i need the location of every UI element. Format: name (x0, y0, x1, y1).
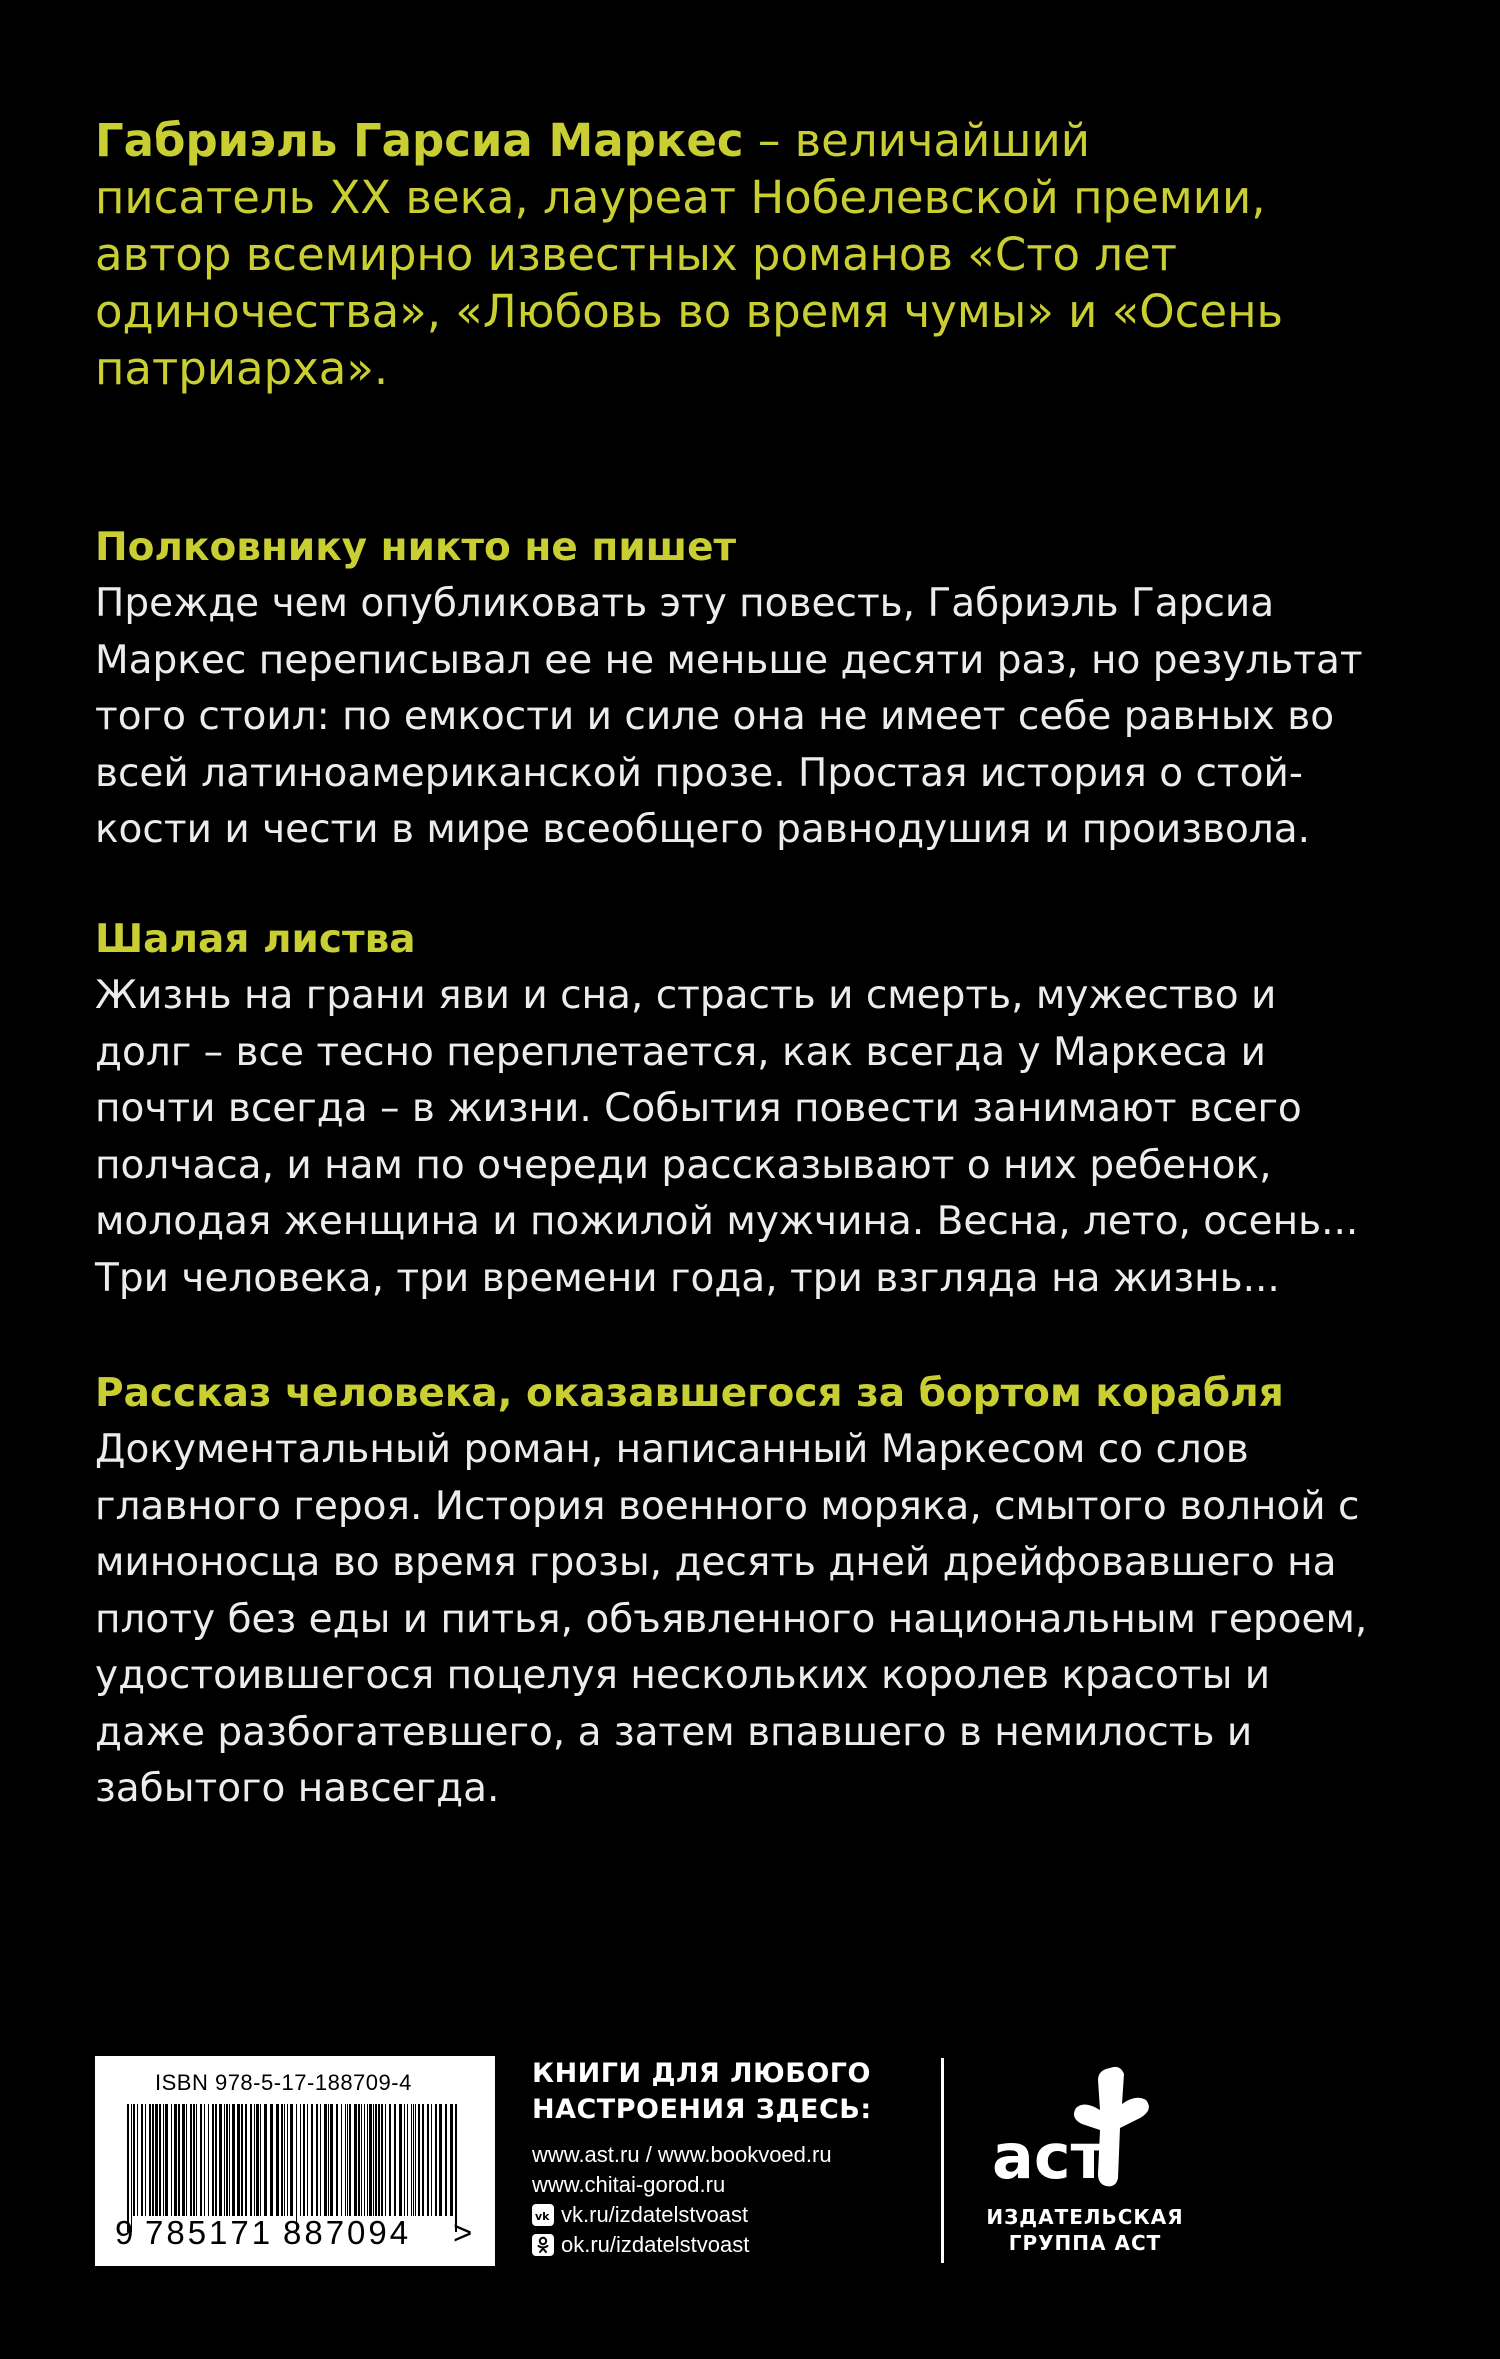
barcode-bar (276, 2104, 279, 2216)
barcode-bar (415, 2104, 416, 2216)
barcode-panel (95, 2056, 495, 2266)
author-description: – величайший писатель XX века, лауреат Нобелевской премии, автор всемирно известных романов «Сто лет одиночества», «Любовь во время чумы» и «Осень патриарха». (95, 114, 1284, 395)
barcode-bar (226, 2104, 228, 2216)
barcode-quiet-zone-mark: > (453, 2214, 476, 2251)
barcode-bar (290, 2104, 293, 2216)
barcode-bar (137, 2104, 138, 2216)
section-leaf-storm (95, 912, 1435, 1307)
barcode-bar (193, 2104, 195, 2216)
barcode-bar (411, 2104, 412, 2216)
barcode-bar (174, 2104, 177, 2216)
ok-icon (532, 2234, 554, 2256)
barcode-bar (254, 2104, 255, 2216)
svg-text:vk: vk (535, 2210, 550, 2221)
barcode-bar (182, 2104, 185, 2216)
barcode-bar (141, 2104, 143, 2216)
barcode-bar (250, 2104, 252, 2216)
barcode-bar (450, 2104, 453, 2216)
barcode-bar (145, 2104, 146, 2216)
barcode-bar (165, 2104, 168, 2216)
barcode-bar (311, 2104, 313, 2216)
barcode-bar (245, 2104, 247, 2216)
barcode-bar (399, 2104, 402, 2216)
publisher-heading: КНИГИ ДЛЯ ЛЮБОГО НАСТРОЕНИЯ ЗДЕСЬ: (532, 2058, 872, 2125)
ok-link[interactable] (532, 2230, 872, 2260)
barcode-digits-right: 887094 (283, 2214, 412, 2251)
barcode-bar (232, 2104, 235, 2216)
barcode-bar (178, 2104, 180, 2216)
author-name: Габриэль Гарсиа Маркес (95, 114, 744, 167)
vertical-divider (941, 2058, 944, 2263)
publisher-info (532, 2056, 872, 2260)
barcode-bar (349, 2104, 351, 2216)
barcode-bar (341, 2104, 342, 2216)
barcode-bar (364, 2104, 365, 2216)
barcode-bar (418, 2104, 420, 2216)
barcode-bar (256, 2104, 259, 2216)
barcode-bar (155, 2104, 158, 2216)
barcode-bar (435, 2104, 437, 2216)
barcode-bar (127, 2104, 129, 2232)
barcode-bar (345, 2104, 346, 2216)
barcode-bar (131, 2104, 132, 2232)
barcode-bar (354, 2104, 357, 2216)
barcode-bar (328, 2104, 329, 2216)
barcode-bar (159, 2104, 161, 2216)
barcode-bar (212, 2104, 214, 2216)
barcode-bar (270, 2104, 273, 2216)
section-shipwrecked-sailor (95, 1366, 1435, 1818)
barcode-bar (330, 2104, 333, 2216)
barcode-bar (229, 2104, 230, 2216)
barcode-bar (413, 2104, 414, 2216)
barcode-bar (241, 2104, 243, 2216)
barcode-bar (224, 2104, 225, 2216)
section-colonel (95, 520, 1435, 859)
logo-caption: ИЗДАТЕЛЬСКАЯ ГРУППА АСТ (986, 2205, 1184, 2255)
ok-link-text: ok.ru/izdatelstvoast (561, 2232, 750, 2257)
barcode-bar (171, 2104, 172, 2216)
barcode-bar (200, 2104, 202, 2216)
website-links[interactable]: www.ast.ru / www.bookvoed.ru (532, 2142, 832, 2167)
barcode-bar (422, 2104, 424, 2216)
barcode-bar (296, 2104, 297, 2232)
barcode-bar (385, 2104, 386, 2216)
barcode-bar (284, 2104, 285, 2216)
barcode-bar (389, 2104, 391, 2216)
barcode-bar (375, 2104, 377, 2216)
barcode-bar (303, 2104, 305, 2216)
section-body: Жизнь на грани яви и сна, страсть и смерть, мужество и долг – все тесно переплетается, как всегда у Маркеса и почти всегда – в жизни. События повести занимают всего полчаса, и нам по очереди рассказывают о них ребенок, молодая женщина и пожилой мужчина. Весна, лето, осень... Три человека, три времени года, три взгляда на жизнь... (95, 973, 1359, 1301)
barcode-bar (190, 2104, 192, 2216)
barcode-bar (163, 2104, 164, 2216)
barcode-bar (204, 2104, 205, 2216)
barcode-bar (307, 2104, 308, 2216)
barcode-bar (186, 2104, 187, 2216)
barcode-bar (152, 2104, 154, 2216)
isbn-label: ISBN 978-5-17-188709-4 (155, 2070, 412, 2095)
ast-logo-icon (990, 2060, 1180, 2200)
barcode-bar (455, 2104, 457, 2232)
barcode-bar (367, 2104, 368, 2216)
barcode-bar (215, 2104, 217, 2216)
barcode-bar (373, 2104, 374, 2216)
barcode-bar (347, 2104, 348, 2216)
barcode-bar (149, 2104, 151, 2216)
barcode-bar (439, 2104, 442, 2216)
barcode-bar (394, 2104, 396, 2216)
vk-link[interactable] (532, 2200, 872, 2230)
barcode-bar (445, 2104, 447, 2216)
section-title: Шалая листва (95, 917, 416, 962)
barcode-bar (237, 2104, 240, 2216)
barcode-bar (281, 2104, 283, 2216)
barcode-bar (381, 2104, 383, 2216)
section-title: Рассказ человека, оказавшегося за бортом корабля (95, 1371, 1284, 1416)
logo-wordmark: аст (992, 2120, 1107, 2193)
barcode-digits-left: 785171 (145, 2214, 274, 2251)
barcode-bar (336, 2104, 338, 2216)
barcode-bar (196, 2104, 197, 2216)
section-title: Полковнику никто не пишет (95, 525, 737, 570)
barcode-bar (427, 2104, 429, 2216)
barcode-bar (264, 2104, 267, 2216)
barcode-bar (358, 2104, 360, 2216)
barcode-bar (324, 2104, 327, 2216)
barcode-bar (260, 2104, 261, 2216)
barcode-bar (133, 2104, 135, 2216)
barcode-bar (287, 2104, 288, 2216)
barcode-digit-lead: 9 (115, 2214, 137, 2251)
author-intro (95, 112, 1425, 397)
section-body: Документальный роман, написанный Маркесом со слов главного героя. История военного моряка, смытого волной с миноносца во время грозы, десять дней дрейфовавшего на плоту без еды и питья, объявленного национальным героем, удостоившегося поцелуя нескольких королев красоты и даже разбогатевшего, а затем впавшего в немилость и забытого навсегда. (95, 1427, 1368, 1811)
barcode-bar (361, 2104, 362, 2216)
barcode-bar (407, 2104, 408, 2216)
vk-link-text: vk.ru/izdatelstvoast (561, 2202, 749, 2227)
barcode-bar (320, 2104, 321, 2216)
barcode-bar (378, 2104, 380, 2216)
website-link-chitai-gorod[interactable]: www.chitai-gorod.ru (532, 2172, 726, 2197)
barcode-bar (300, 2104, 301, 2216)
vk-icon (532, 2204, 554, 2226)
barcode-bar (369, 2104, 372, 2216)
section-body: Прежде чем опубликовать эту повесть, Габриэль Гарсиа Маркес переписывал ее не меньше десяти раз, но результат того стоил: по емкости и силе она не имеет себе равных во всей латиноамериканской прозе. Простая история о стой- кости и чести в мире всеобщего равнодушия и произвола. (95, 581, 1363, 852)
barcode-bar (208, 2104, 209, 2216)
barcode-bar (431, 2104, 432, 2216)
barcode-bar (316, 2104, 318, 2216)
barcode-bar (404, 2104, 405, 2216)
barcode-bar (219, 2104, 222, 2216)
